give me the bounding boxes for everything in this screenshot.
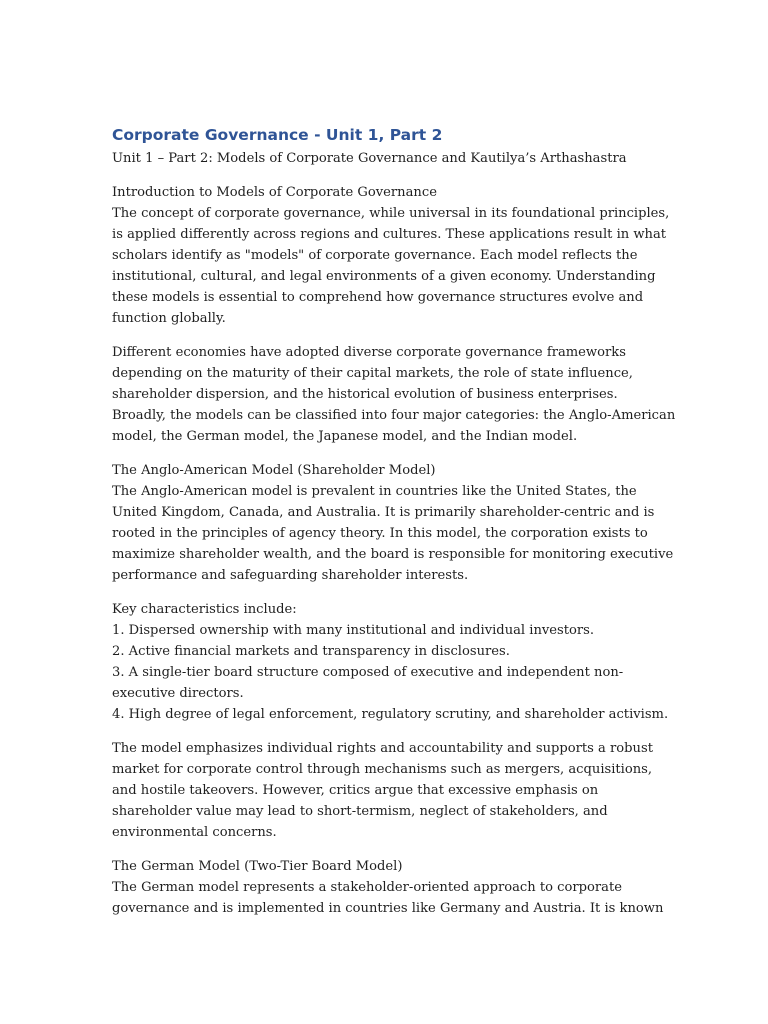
paragraph-line: governance and is implemented in countries like Germany and Austria. It is known <box>112 901 664 916</box>
paragraph-line: The Anglo-American model is prevalent in countries like the United States, the <box>112 484 637 499</box>
document-title: Corporate Governance - Unit 1, Part 2 <box>112 126 443 144</box>
paragraph-line: rooted in the principles of agency theory. In this model, the corporation exists to <box>112 526 648 541</box>
paragraph-line: depending on the maturity of their capital markets, the role of state influence, <box>112 366 633 381</box>
paragraph-line: The concept of corporate governance, while universal in its foundational principles, <box>112 206 670 221</box>
list-item: 2. Active financial markets and transparency in disclosures. <box>112 644 510 659</box>
paragraph-line: is applied differently across regions and cultures. These applications result in what <box>112 227 667 242</box>
paragraph-line: model, the German model, the Japanese model, and the Indian model. <box>112 429 578 444</box>
paragraph-line: performance and safeguarding shareholder interests. <box>112 568 469 583</box>
paragraph-line: environmental concerns. <box>112 825 277 840</box>
document-page <box>112 122 676 919</box>
paragraph-line: market for corporate control through mechanisms such as mergers, acquisitions, <box>112 762 653 777</box>
list-intro: Key characteristics include: <box>112 602 297 617</box>
paragraph-line: institutional, cultural, and legal environments of a given economy. Understanding <box>112 269 656 284</box>
key-characteristics-list <box>112 599 669 725</box>
intro-paragraph-2 <box>112 342 676 447</box>
list-item: 3. A single-tier board structure composed of executive and independent non- <box>112 665 624 680</box>
list-item: 1. Dispersed ownership with many institutional and individual investors. <box>112 623 595 638</box>
section-heading: Introduction to Models of Corporate Governance <box>112 185 437 200</box>
section-heading: The Anglo-American Model (Shareholder Model) <box>112 463 436 478</box>
paragraph-line: shareholder value may lead to short-termism, neglect of stakeholders, and <box>112 804 608 819</box>
paragraph-line: shareholder dispersion, and the historical evolution of business enterprises. <box>112 387 618 402</box>
paragraph-line: scholars identify as "models" of corporate governance. Each model reflects the <box>112 248 638 263</box>
list-item: 4. High degree of legal enforcement, regulatory scrutiny, and shareholder activism. <box>112 707 669 722</box>
german-section <box>112 856 664 919</box>
paragraph-line: United Kingdom, Canada, and Australia. It is primarily shareholder-centric and is <box>112 505 655 520</box>
paragraph-line: The model emphasizes individual rights and accountability and supports a robust <box>112 741 653 756</box>
paragraph-line: function globally. <box>112 311 226 326</box>
anglo-american-section <box>112 460 674 586</box>
paragraph-line: and hostile takeovers. However, critics argue that excessive emphasis on <box>112 783 599 798</box>
list-item: executive directors. <box>112 686 244 701</box>
paragraph-line: these models is essential to comprehend how governance structures evolve and <box>112 290 644 305</box>
section-heading: The German Model (Two-Tier Board Model) <box>112 859 403 874</box>
intro-section <box>112 182 670 329</box>
document-subtitle: Unit 1 – Part 2: Models of Corporate Governance and Kautilya’s Arthashastra <box>112 151 627 166</box>
anglo-american-critique <box>112 738 660 843</box>
paragraph-line: Different economies have adopted diverse corporate governance frameworks <box>112 345 626 360</box>
paragraph-line: The German model represents a stakeholder-oriented approach to corporate <box>112 880 622 895</box>
paragraph-line: Broadly, the models can be classified into four major categories: the Anglo-American <box>112 408 676 423</box>
paragraph-line: maximize shareholder wealth, and the board is responsible for monitoring executive <box>112 547 674 562</box>
